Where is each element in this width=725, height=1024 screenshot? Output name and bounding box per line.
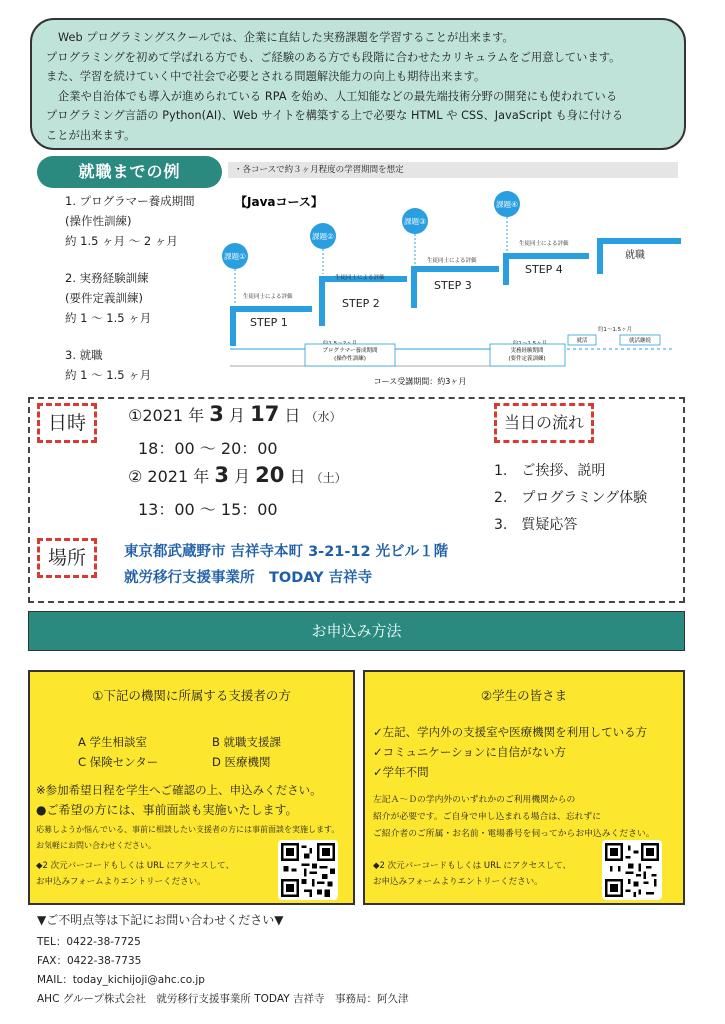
student-box xyxy=(363,670,685,905)
date-day-label: 日 xyxy=(284,406,301,425)
supporter-title: ①下記の機関に所属する支援者の方 xyxy=(92,688,291,703)
intro-line: 企業や自治体でも導入が進められている RPA を始め、人工知能などの最先端技術分野の開発にも使われている xyxy=(58,89,618,103)
review-label: 生徒同士による評価 xyxy=(243,294,293,300)
student-title: ②学生の皆さま xyxy=(480,688,568,703)
date-month: 3 xyxy=(209,402,224,426)
supporter-box xyxy=(28,670,355,905)
note-line: 紹介が必要です。ご自身で申し込まれる場合は、忘れずに xyxy=(373,812,602,822)
phase-label: プログラマー養成期間 xyxy=(322,348,378,354)
phase-label: (操作性訓練) xyxy=(334,356,366,362)
note-line: ご紹介者のご所属・お名前・電場番号を伺ってからお申込みください。 xyxy=(373,829,655,839)
student-notes xyxy=(373,792,655,843)
date-prefix: ② 2021 年 xyxy=(128,467,210,486)
place-tag: 場所 xyxy=(37,538,97,578)
step-label: STEP 2 xyxy=(342,297,380,310)
contact-org: AHC グループ株式会社 就労移行支援事業所 TODAY 吉祥寺 事務局：阿久津 xyxy=(37,993,409,1005)
note-line: ●ご希望の方には、事前面談も実施いたします。 xyxy=(36,803,298,817)
date-weekday: （土） xyxy=(310,471,347,485)
step-3-tread xyxy=(411,266,499,272)
date-month: 3 xyxy=(214,463,229,487)
org-item: C 保険センター xyxy=(78,755,159,769)
time-1: 18：00 ～ 20：00 xyxy=(138,439,278,458)
example-step-1 xyxy=(65,191,195,251)
course-label: 【Javaコース】 xyxy=(235,195,323,209)
step-title: 1. プログラマー養成期間 xyxy=(65,194,195,208)
task-label: 課題③ xyxy=(404,217,426,226)
intro-line: プログラミングを初めて学ばれる方でも、ご経験のある方でも段階に合わせたカリキュラムをご用意しています。 xyxy=(46,50,621,64)
student-qr-note xyxy=(373,858,571,890)
note-line: ※参加希望日程を学生へご確認の上、申込みください。 xyxy=(36,783,322,797)
org-list xyxy=(78,732,281,772)
example-step-2 xyxy=(65,268,151,328)
phase-label: 実務経験期間 xyxy=(510,348,544,354)
task-label: 課題② xyxy=(312,232,334,241)
date-month-label: 月 xyxy=(228,406,245,425)
check-item: ✓コミュニケーションに自信がない方 xyxy=(373,745,566,759)
supporter-qr-note xyxy=(36,858,234,890)
date-tag: 日時 xyxy=(37,403,97,443)
step-2-riser xyxy=(319,276,325,326)
job-tread xyxy=(597,238,681,244)
date-day: 17 xyxy=(250,402,280,426)
student-checks xyxy=(373,722,647,782)
qr-code-icon[interactable] xyxy=(278,840,338,900)
step-sub: (要件定義訓練) xyxy=(65,291,143,305)
intro-line: Web プログラミングスクールでは、企業に直結した実務課題を学習することが出来ます。 xyxy=(58,31,514,44)
contact-fax: FAX：0422-38-7735 xyxy=(37,955,142,967)
intro-line: プログラミング言語の Python(AI)、Web サイトを構築する上で必要な HTML や CSS、JavaScript も身に付ける xyxy=(46,109,624,122)
intro-box xyxy=(30,18,686,150)
contact-tel: TEL：0422-38-7725 xyxy=(37,936,141,948)
job-label: 就職 xyxy=(625,250,645,261)
total-period: コース受講期間：約3ヶ月 xyxy=(373,377,467,386)
org-item: D 医療機関 xyxy=(212,755,271,769)
span-label: 約1～1.5ヶ月 xyxy=(597,327,633,333)
date-day: 20 xyxy=(255,463,285,487)
note-line: 左記Ａ～Ｄの学内外のいずれかのご利用機関からの xyxy=(373,795,576,805)
review-label: 生徒同士による評価 xyxy=(335,275,385,281)
check-item: ✓左記、学内外の支援室や医療機関を利用している方 xyxy=(373,725,648,739)
review-label: 生徒同士による評価 xyxy=(427,258,477,264)
date-month-label: 月 xyxy=(234,467,251,486)
date-2 xyxy=(128,463,347,487)
step-4-tread xyxy=(503,253,589,259)
date-day-label: 日 xyxy=(289,467,306,486)
venue-office: 就労移行支援事業所 TODAY 吉祥寺 xyxy=(124,570,373,586)
step-duration: 約 1 ～ 1.5 ヶ月 xyxy=(65,368,152,382)
venue xyxy=(124,539,448,591)
step-3-riser xyxy=(411,266,417,308)
flow-list xyxy=(494,458,647,539)
job-hunt-label: 就活 xyxy=(576,338,588,344)
step-duration: 約 1 ～ 1.5 ヶ月 xyxy=(65,311,152,325)
contact-mail[interactable]: MAIL：today_kichijoji@ahc.co.jp xyxy=(37,974,205,986)
step-title: 3. 就職 xyxy=(65,348,103,362)
date-prefix: ①2021 年 xyxy=(128,406,205,425)
date-1 xyxy=(128,402,342,426)
example-step-3 xyxy=(65,345,151,385)
apply-banner: お申込み方法 xyxy=(28,611,685,651)
step-sub: (操作性訓練) xyxy=(65,214,132,228)
intro-line: ことが出来ます。 xyxy=(46,128,136,142)
example-note: ・各コースで約３ヶ月程度の学習期間を想定 xyxy=(228,162,678,178)
step-title: 2. 実務経験訓練 xyxy=(65,271,149,285)
continue-label: 就活継続 xyxy=(628,338,652,344)
step-label: STEP 1 xyxy=(250,316,288,329)
supporter-notes xyxy=(36,780,322,820)
qr-line: ◆2 次元バーコードもしくは URL にアクセスして、 xyxy=(373,861,571,871)
flow-item: 2. プログラミング体験 xyxy=(494,490,648,506)
small-line: 応募しようか悩んでいる、事前に相談したい支援者の方には事前面談を実施します。 xyxy=(36,825,340,834)
date-weekday: （水） xyxy=(305,410,342,424)
check-item: ✓学年不問 xyxy=(373,765,429,779)
review-label: 生徒同士による評価 xyxy=(519,241,569,247)
step-label: STEP 4 xyxy=(525,263,563,276)
task-label: 課題④ xyxy=(496,200,518,209)
qr-line: お申込みフォームよりエントリーください。 xyxy=(373,877,543,887)
qr-code-icon[interactable] xyxy=(602,840,662,900)
task-label: 課題① xyxy=(224,252,246,261)
flow-item: 3. 質疑応答 xyxy=(494,517,578,533)
course-diagram xyxy=(205,186,705,394)
small-line: お気軽にお問い合わせください。 xyxy=(36,841,156,850)
example-heading: 就職までの例 xyxy=(37,156,222,188)
step-label: STEP 3 xyxy=(434,279,472,292)
intro-line: また、学習を続けていく中で社会で必要とされる問題解決能力の向上も期待出来ます。 xyxy=(46,70,486,83)
contact-heading: ▼ご不明点等は下記にお問い合わせください▼ xyxy=(37,913,284,927)
flow-tag: 当日の流れ xyxy=(494,403,594,443)
org-item: A 学生相談室 xyxy=(78,735,148,749)
flow-item: 1. ご挨拶、説明 xyxy=(494,463,606,479)
step-duration: 約 1.5 ヶ月 ～ 2 ヶ月 xyxy=(65,234,178,248)
org-item: B 就職支援課 xyxy=(212,735,282,749)
qr-line: お申込みフォームよりエントリーください。 xyxy=(36,877,206,887)
qr-line: ◆2 次元バーコードもしくは URL にアクセスして、 xyxy=(36,861,234,871)
venue-address: 東京都武蔵野市 吉祥寺本町 3-21-12 光ビル１階 xyxy=(124,544,449,560)
phase-label: (要件定義訓練) xyxy=(508,356,546,362)
time-2: 13：00 ～ 15：00 xyxy=(138,500,278,519)
step-1-tread xyxy=(230,306,312,312)
